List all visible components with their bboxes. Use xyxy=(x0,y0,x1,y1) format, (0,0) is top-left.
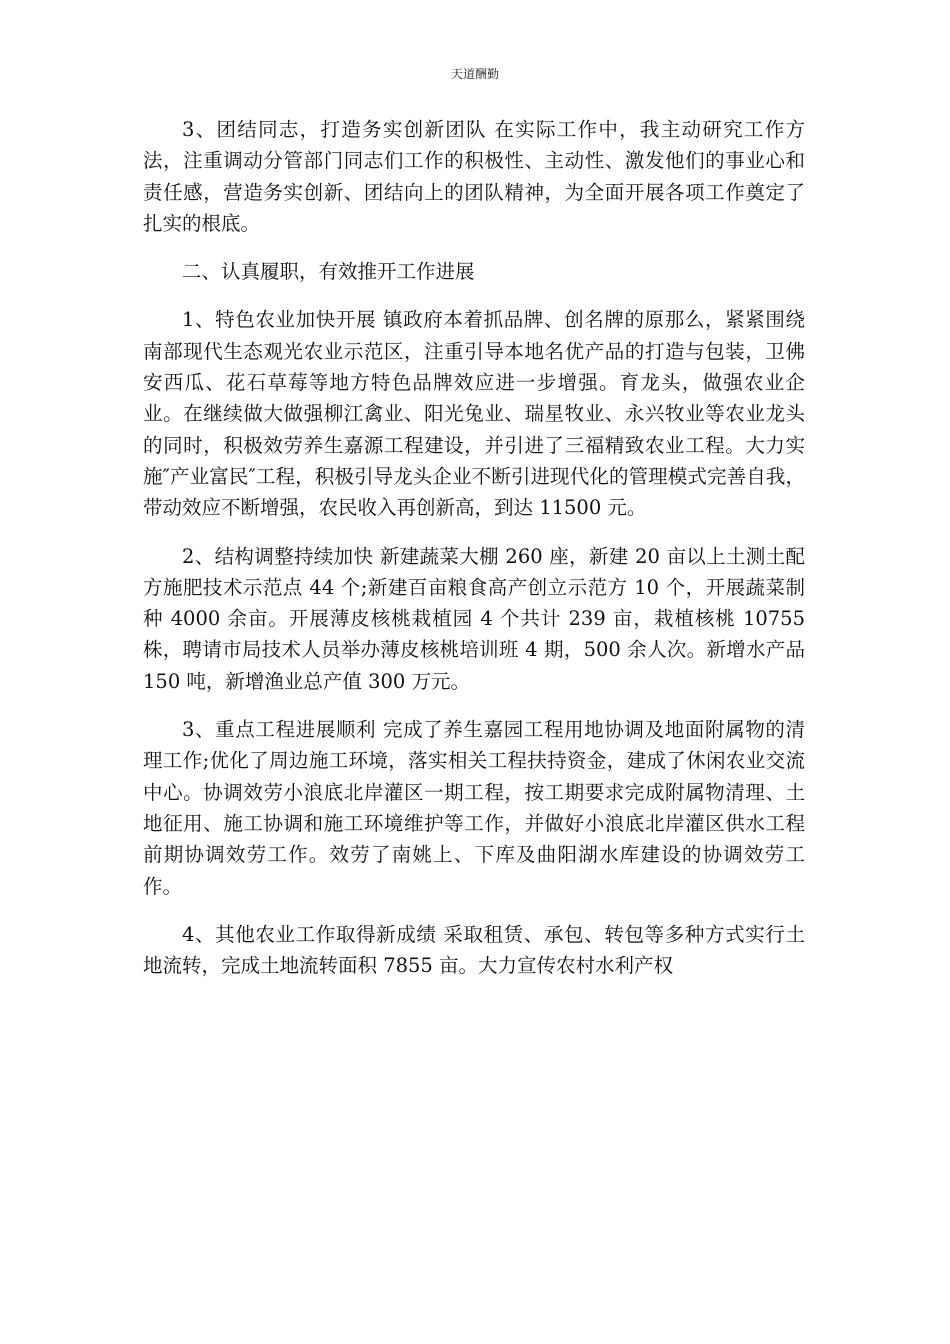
paragraph-key-projects: 3、重点工程进展顺利 完成了养生嘉园工程用地协调及地面附属物的清理工作;优化了周边施工环境，落实相关工程扶持资金，建成了休闲农业交流中心。协调效劳小浪底北岸灌区一期工程，按工期要求完成附属物清理、土地征用、施工协调和施工环境维护等工作，并做好小浪底北岸灌区供水工程前期协调效劳工作。效劳了南姚上、下库及曲阳湖水库建设的协调效劳工作。 xyxy=(143,718,805,898)
paragraph-structure-adjustment: 2、结构调整持续加快 新建蔬菜大棚 260 座，新建 20 亩以上土测土配方施肥技术示范点 44 个;新建百亩粮食高产创立示范方 10 个，开展蔬菜制种 4000 余亩。开展薄皮核桃栽植园 4 个共计 239 亩，栽植核桃 10755 株，聘请市局技术人员举办薄皮核桃培训班 4 期，500 余人次。新增水产品 150 吨，新增渔业总产值 300 万元。 xyxy=(143,544,805,693)
section-heading-duties: 二、认真履职，有效推开工作进展 xyxy=(182,260,475,284)
page-header: 天道酬勤 xyxy=(450,67,499,81)
paragraph-other-agriculture: 4、其他农业工作取得新成绩 采取租赁、承包、转包等多种方式实行土地流转，完成土地流转面积 7855 亩。大力宣传农村水利产权 xyxy=(143,922,805,978)
paragraph-featured-agriculture: 1、特色农业加快开展 镇政府本着抓品牌、创名牌的原那么，紧紧围绕南部现代生态观光农业示范区，注重引导本地名优产品的打造与包装，卫佛安西瓜、花石草莓等地方特色品牌效应进一步增强。育龙头，做强农业企业。在继续做大做强柳江禽业、阳光兔业、瑞星牧业、永兴牧业等农业龙头的同时，积极效劳养生嘉源工程建设，并引进了三福精致农业工程。大力实施″产业富民″工程，积极引导龙头企业不断引进现代化的管理模式完善自我，带动效应不断增强，农民收入再创新高，到达 11500 元。 xyxy=(143,308,805,520)
document-body xyxy=(143,114,805,998)
paragraph-team-building: 3、团结同志，打造务实创新团队 在实际工作中，我主动研究工作方法，注重调动分管部门同志们工作的积极性、主动性、激发他们的事业心和责任感，营造务实创新、团结向上的团队精神，为全面开展各项工作奠定了扎实的根底。 xyxy=(143,118,805,235)
